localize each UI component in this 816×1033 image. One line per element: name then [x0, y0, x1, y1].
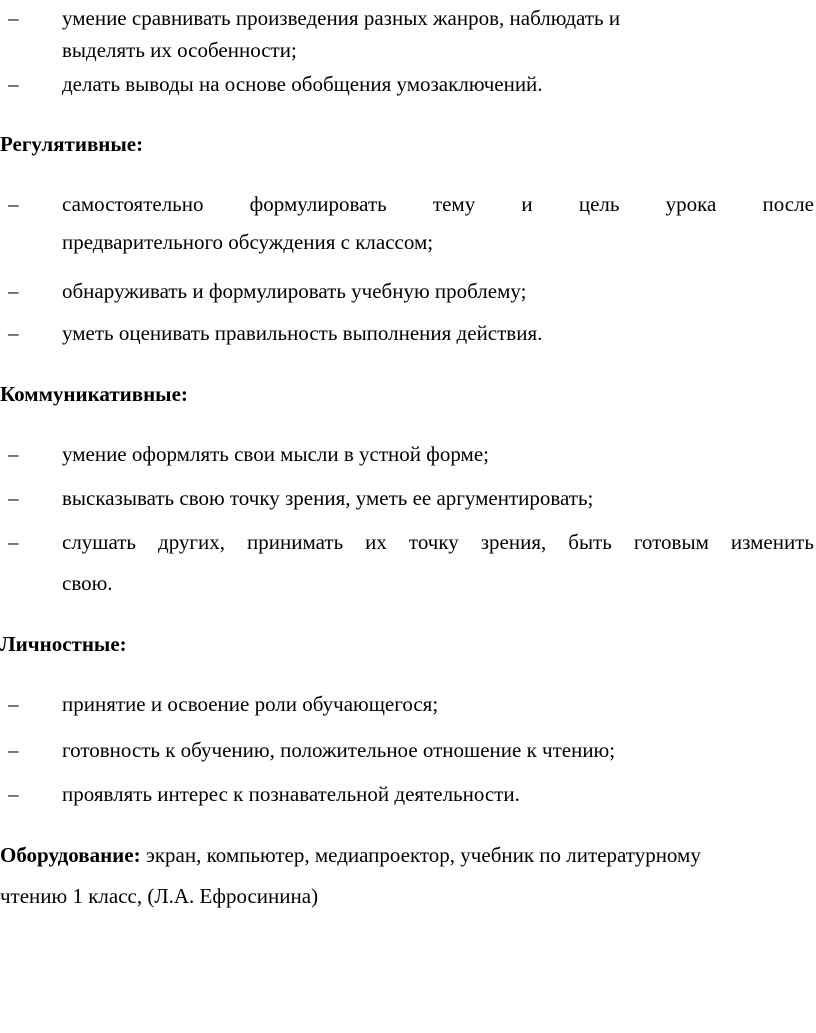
list-item-listen-others: [62, 529, 814, 555]
word: быть: [568, 530, 612, 554]
list-dash: –: [8, 530, 19, 554]
word: самостоятельно: [62, 192, 204, 216]
list-item-conclusions: делать выводы на основе обобщения умозаключений.: [62, 72, 543, 96]
list-dash: –: [8, 442, 19, 466]
section-heading-regulative: Регулятивные:: [0, 132, 144, 156]
equipment-list: экран, компьютер, медиапроектор, учебник по литературному: [140, 843, 701, 867]
list-item-find-problem: обнаруживать и формулировать учебную проблему;: [62, 279, 527, 303]
equipment-line-cont: чтению 1 класс, (Л.А. Ефросинина): [0, 884, 319, 908]
list-item-learner-role: принятие и освоение роли обучающегося;: [62, 692, 439, 716]
word: зрения,: [480, 530, 547, 554]
list-item-compare-genres: умение сравнивать произведения разных жанров, наблюдать и: [62, 6, 621, 30]
list-item-formulate-topic-cont: предварительного обсуждения с классом;: [62, 230, 434, 254]
list-dash: –: [8, 279, 19, 303]
section-heading-communicative: Коммуникативные:: [0, 382, 188, 406]
list-dash: –: [8, 782, 19, 806]
word: после: [762, 192, 814, 216]
word: цель: [578, 192, 620, 216]
word: готовым: [633, 530, 709, 554]
list-item-compare-genres-cont: выделять их особенности;: [62, 38, 297, 62]
word: принимать: [247, 530, 344, 554]
list-dash: –: [8, 738, 19, 762]
list-dash: –: [8, 6, 19, 30]
list-item-listen-others-cont: свою.: [62, 571, 113, 595]
list-item-interest: проявлять интерес к познавательной деятельности.: [62, 782, 520, 806]
word: их: [365, 530, 387, 554]
list-dash: –: [8, 692, 19, 716]
word: формулировать: [249, 192, 387, 216]
word: тему: [432, 192, 476, 216]
list-item-express-thoughts: умение оформлять свои мысли в устной форме;: [62, 442, 489, 466]
section-heading-personal: Личностные:: [0, 632, 127, 656]
list-item-readiness: готовность к обучению, положительное отношение к чтению;: [62, 738, 616, 762]
list-dash: –: [8, 486, 19, 510]
word: изменить: [730, 530, 814, 554]
word: других,: [158, 530, 226, 554]
list-item-point-of-view: высказывать свою точку зрения, уметь ее аргументировать;: [62, 486, 594, 510]
word: урока: [665, 192, 717, 216]
list-item-formulate-topic: [62, 191, 814, 217]
list-dash: –: [8, 321, 19, 345]
equipment-line: [0, 842, 701, 868]
word: и: [521, 192, 533, 216]
list-dash: –: [8, 72, 19, 96]
list-dash: –: [8, 192, 19, 216]
equipment-label: Оборудование:: [0, 843, 141, 867]
list-item-evaluate-action: уметь оценивать правильность выполнения действия.: [62, 321, 543, 345]
word: точку: [408, 530, 459, 554]
word: слушать: [62, 530, 137, 554]
